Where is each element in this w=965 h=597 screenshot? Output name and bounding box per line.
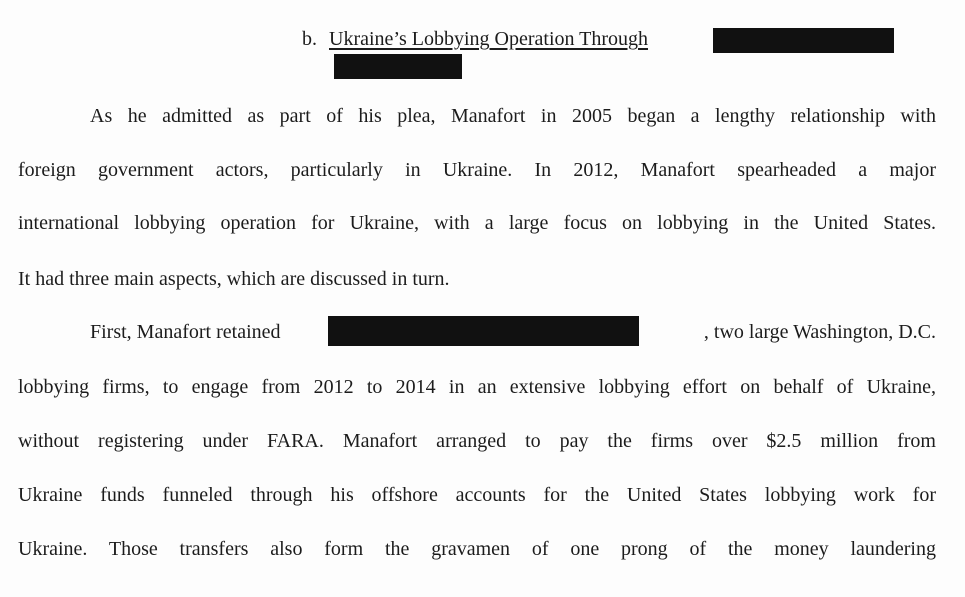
paragraph-2-line-1-start: First, Manafort retained (90, 321, 281, 343)
paragraph-1-line-2: foreign government actors, particularly in Ukraine. In 2012, Manafort spearheaded a major (18, 159, 936, 181)
paragraph-1-line-1: As he admitted as part of his plea, Manafort in 2005 began a lengthy relationship with (90, 105, 936, 127)
paragraph-2-line-1-end: , two large Washington, D.C. (703, 321, 936, 343)
paragraph-1-line-3: international lobbying operation for Ukraine, with a large focus on lobbying in the United States. (18, 212, 936, 234)
redaction-box (328, 316, 639, 346)
section-heading (302, 25, 648, 53)
paragraph-2-line-4: Ukraine funds funneled through his offshore accounts for the United States lobbying work for (18, 484, 936, 506)
paragraph-2-line-5: Ukraine. Those transfers also form the gravamen of one prong of the money laundering (18, 538, 936, 560)
section-marker: b. (302, 28, 317, 50)
paragraph-2-line-3: without registering under FARA. Manafort arranged to pay the firms over $2.5 million from (18, 430, 936, 452)
paragraph-1-line-4: It had three main aspects, which are discussed in turn. (18, 268, 450, 290)
redaction-box (334, 54, 462, 79)
redaction-box (713, 28, 894, 53)
section-title: Ukraine’s Lobbying Operation Through (329, 28, 649, 50)
paragraph-2-line-2: lobbying firms, to engage from 2012 to 2014 in an extensive lobbying effort on behalf of Ukraine, (18, 376, 936, 398)
